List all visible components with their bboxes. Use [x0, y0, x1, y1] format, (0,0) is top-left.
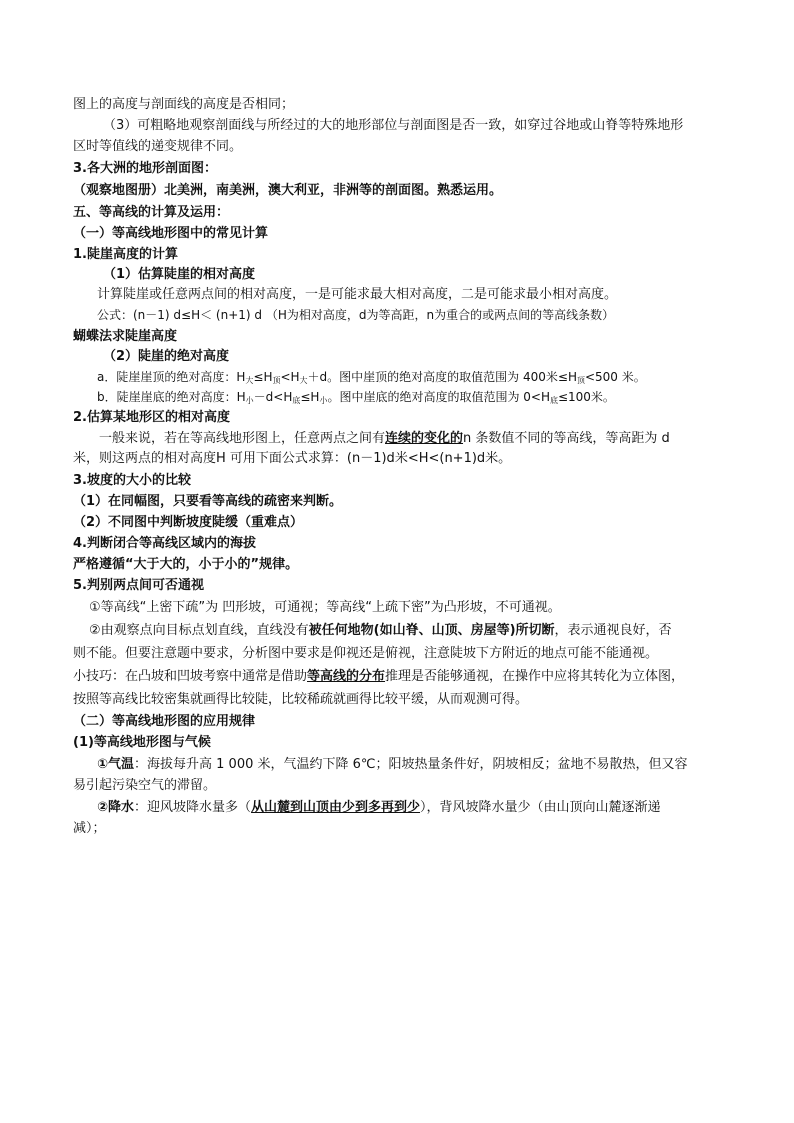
subsection-heading: 蝴蝶法求陡崖高度: [73, 329, 178, 344]
text-line: 则不能。但要注意题中要求，分析图中要求是仰视还是俯视，注意陡坡下方附近的地点可能不能通视。: [73, 646, 659, 661]
bold-line: （观察地图册）北美洲，南美洲，澳大利亚，非洲等的剖面图。熟悉运用。: [73, 183, 503, 198]
subsection-heading: （1）估算陡崖的相对高度: [103, 267, 256, 282]
text-line: ①等高线“上密下疏”为 凹形坡，可通视；等高线“上疏下密”为凸形坡，不可通视。: [89, 600, 561, 615]
text-line: 易引起污染空气的滞留。: [73, 778, 217, 793]
text-line: （3）可粗略地观察剖面线与所经过的大的地形部位与剖面图是否一致，如穿过谷地或山脊等特殊地形: [103, 118, 684, 133]
text-line: 米，则这两点的相对高度H 可用下面公式求算：(n－1)d米<H<(n+1)d米。: [73, 451, 512, 466]
text-line: 图上的高度与剖面线的高度是否相同；: [73, 97, 295, 112]
text-line: ②由观察点向目标点划直线，直线没有被任何地物(如山脊、山顶、房屋等)所切断，表示通视良好，否: [89, 623, 672, 638]
subsection-heading: 5.判别两点间可否通视: [73, 578, 204, 593]
subsection-heading: 3.坡度的大小的比较: [73, 473, 191, 488]
bold-line: 严格遵循“大于大的，小于小的”规律。: [73, 557, 299, 572]
subsection-heading: 1.陡崖高度的计算: [73, 247, 178, 262]
bold-line: （1）在同幅图，只要看等高线的疏密来判断。: [73, 494, 343, 509]
subsection-heading: (1)等高线地形图与气候: [73, 735, 211, 750]
text-line: ①气温：海拔每升高 1 000 米，气温约下降 6℃；阳坡热量条件好，阴坡相反；盆地不易散热，但又容: [97, 757, 688, 772]
text-line: 计算陡崖或任意两点间的相对高度，一是可能求最大相对高度，二是可能求最小相对高度。: [97, 287, 618, 302]
formula-line: b．陡崖崖底的绝对高度：$H_小-d<H_底\le H_小$。图中崖底的绝对高度的取值范围为 $0<H_底\le 100$米。: [97, 390, 615, 405]
subsection-heading: （二）等高线地形图的应用规律: [73, 714, 256, 729]
text-line: 一般来说，若在等高线地形图上，任意两点之间有连续的变化的n 条数值不同的等高线，等高距为 d: [99, 431, 670, 446]
subsection-heading: （一）等高线地形图中的常见计算: [73, 226, 269, 241]
text-line: 小技巧：在凸坡和凹坡考察中通常是借助等高线的分布推理是否能够通视，在操作中应将其转化为立体图，: [73, 669, 685, 684]
formula-line: 公式：(n－1) d≤H＜ (n+1) d （H为相对高度，d为等高距，n为重合的或两点间的等高线条数）: [97, 308, 615, 322]
subsection-heading: 4.判断闭合等高线区域内的海拔: [73, 536, 256, 551]
text-line: 按照等高线比较密集就画得比较陡，比较稀疏就画得比较平缓，从而观测可得。: [73, 692, 529, 707]
text-line: 减）；: [73, 821, 106, 836]
formula-line: a．陡崖崖顶的绝对高度：$H_大\le H_顶<H_大+d$。图中崖顶的绝对高度的取值范围为 400米$\le H_顶<500$ 米。: [97, 370, 646, 385]
bold-line: （2）不同图中判断坡度陡缓（重难点）: [73, 515, 304, 530]
text-line: 区时等值线的递变规律不同。: [73, 139, 243, 154]
section-heading: 五、等高线的计算及运用：: [73, 205, 230, 220]
subsection-heading: （2）陡崖的绝对高度: [103, 349, 230, 364]
subsection-heading: 2.估算某地形区的相对高度: [73, 410, 230, 425]
section-heading: 3.各大洲的地形剖面图：: [73, 161, 217, 176]
text-line: ②降水：迎风坡降水量多（从山麓到山顶由少到多再到少），背风坡降水量少（由山顶向山麓逐渐递: [97, 800, 661, 815]
